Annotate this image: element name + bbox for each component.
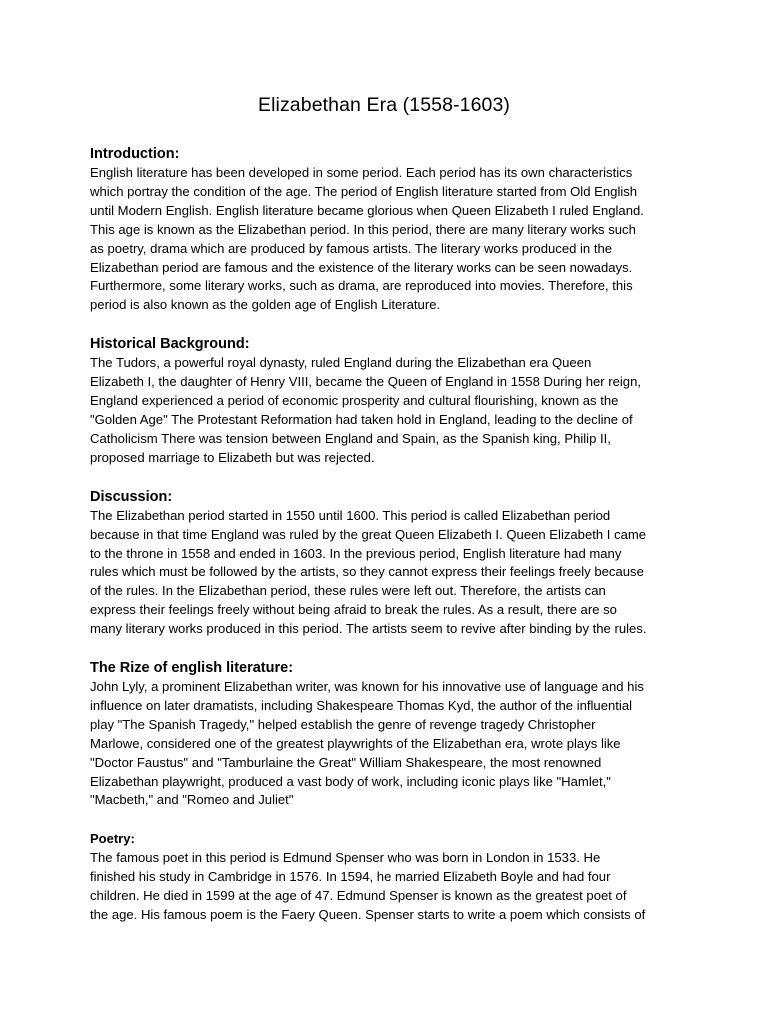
section-discussion — [90, 487, 678, 639]
text-line: until Modern English. English literature became glorious when Queen Elizabeth I ruled England. — [90, 202, 644, 218]
text-line: play "The Spanish Tragedy," helped establish the genre of revenge tragedy Christopher — [90, 716, 596, 732]
text-line: Marlowe, considered one of the greatest playwrights of the Elizabethan era, wrote plays like — [90, 735, 621, 751]
section-paragraph — [90, 678, 678, 810]
text-line: because in that time England was ruled by the great Queen Elizabeth I. Queen Elizabeth I came — [90, 526, 647, 542]
text-line: finished his study in Cambridge in 1576. In 1594, he married Elizabeth Boyle and had four — [90, 869, 611, 885]
text-line: rules which must be followed by the artists, so they cannot express their feelings freely because — [90, 564, 644, 580]
text-line: "Macbeth," and "Romeo and Juliet" — [90, 792, 294, 808]
text-line: John Lyly, a prominent Elizabethan writer, was known for his innovative use of language and his — [90, 679, 644, 695]
section-rize-of-english-literature — [90, 658, 678, 810]
text-line: The Tudors, a powerful royal dynasty, ruled England during the Elizabethan era Queen — [90, 355, 592, 371]
text-line: proposed marriage to Elizabeth but was rejected. — [90, 449, 375, 465]
text-line: influence on later dramatists, including Shakespeare Thomas Kyd, the author of the influential — [90, 697, 633, 713]
text-line: "Golden Age" The Protestant Reformation had taken hold in England, leading to the decline of — [90, 411, 633, 427]
text-line: Catholicism There was tension between England and Spain, as the Spanish king, Philip II, — [90, 430, 611, 446]
text-line: Elizabethan playwright, produced a vast body of work, including iconic plays like "Hamlet," — [90, 773, 611, 789]
text-line: Elizabethan period are famous and the existence of the literary works can be seen nowadays. — [90, 259, 633, 275]
section-heading: Historical Background: — [90, 336, 250, 353]
section-introduction — [90, 144, 678, 315]
section-heading: Introduction: — [90, 146, 180, 162]
text-line: express their feelings freely without being afraid to break the rules. As a result, there are so — [90, 602, 617, 618]
text-line: This age is known as the Elizabethan period. In this period, there are many literary works such — [90, 221, 636, 237]
section-poetry — [90, 829, 678, 925]
text-line: children. He died in 1599 at the age of 47. Edmund Spenser is known as the greatest poet of — [90, 888, 627, 904]
section-heading: Poetry: — [90, 831, 135, 847]
text-line: the age. His famous poem is the Faery Queen. Spenser starts to write a poem which consists of — [90, 907, 646, 923]
text-line: The Elizabethan period started in 1550 until 1600. This period is called Elizabethan period — [90, 507, 611, 523]
text-line: of the rules. In the Elizabethan period, these rules were left out. Therefore, the artists can — [90, 583, 606, 599]
section-heading: The Rize of english literature: — [90, 660, 294, 677]
section-paragraph — [90, 354, 678, 467]
section-heading: Discussion: — [90, 488, 173, 505]
text-line: which portray the condition of the age. The period of English literature started from Old English — [90, 183, 638, 199]
text-line: many literary works produced in this period. The artists seem to revive after binding by the rules. — [90, 621, 647, 637]
document-title: Elizabethan Era (1558-1603) — [257, 94, 511, 116]
text-line: as poetry, drama which are produced by famous artists. The literary works produced in the — [90, 240, 613, 256]
text-line: Elizabeth I, the daughter of Henry VIII, became the Queen of England in 1558 During her reign, — [90, 374, 642, 390]
section-paragraph — [90, 164, 678, 315]
text-line: period is also known as the golden age of English Literature. — [90, 297, 441, 313]
text-line: to the throne in 1558 and ended in 1603. In the previous period, English literature had many — [90, 545, 622, 561]
text-line: Furthermore, some literary works, such as drama, are reproduced into movies. Therefore, this — [90, 278, 633, 294]
text-line: England experienced a period of economic prosperity and cultural flourishing, known as the — [90, 393, 619, 409]
text-line: "Doctor Faustus" and "Tamburlaine the Great" William Shakespeare, the most renowned — [90, 754, 602, 770]
section-historical-background — [90, 334, 678, 467]
section-paragraph — [90, 507, 678, 639]
section-paragraph — [90, 849, 678, 925]
text-line: The famous poet in this period is Edmund Spenser who was born in London in 1533. He — [90, 850, 601, 866]
text-line: English literature has been developed in some period. Each period has its own characteristics — [90, 165, 633, 180]
